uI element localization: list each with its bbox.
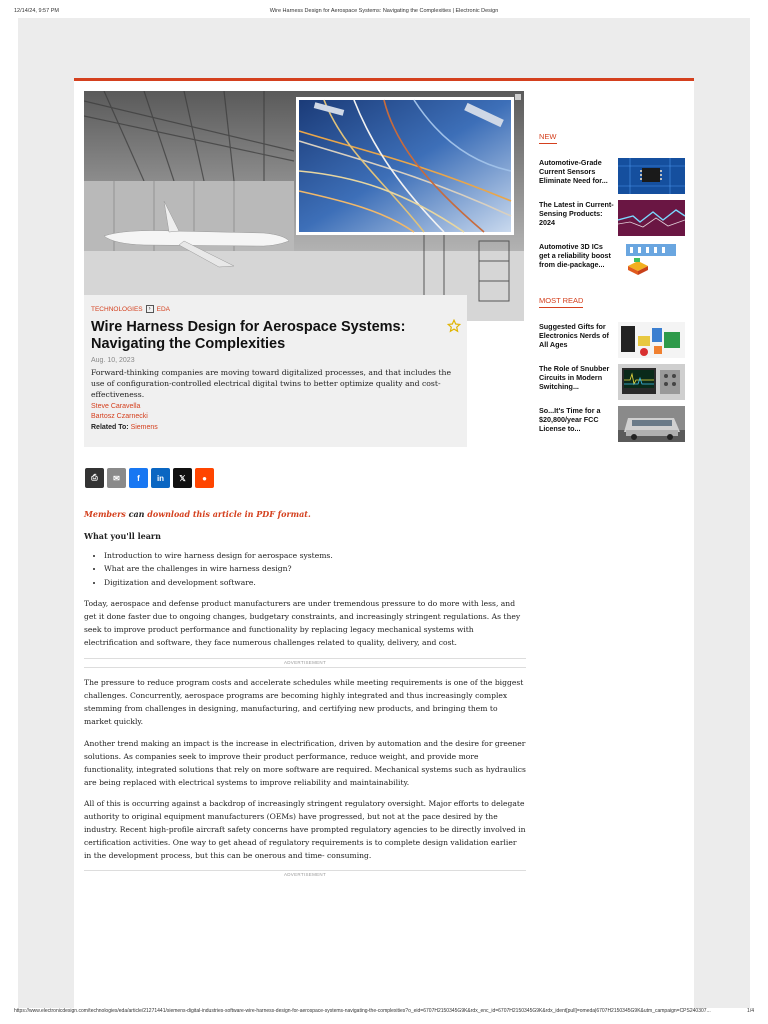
print-header (0, 0, 768, 18)
list-item: • Introduction to wire harness design for aerospace systems. (104, 549, 526, 562)
advertisement-label: ADVERTISEMENT (84, 870, 526, 878)
author-link[interactable]: Bartosz Czarnecki (91, 413, 148, 420)
list-item: • Digitization and development software. (104, 576, 526, 589)
print-url: https://www.electronicdesign.com/technologies/eda/article/21271441/siemens-digital-industries-software-wire-harness-design-for-aerospace-systems-navigating-the-complexities?o_eid=6707H2150345G9K&rdx_enc_id=6707H2150345G9K&rdx_ident[pull]=omeda|6707H2150345G9K&utm_campaign=CPS240307... (14, 1008, 711, 1014)
sidebar-article-title[interactable]: The Latest in Current-Sensing Products: 2024 (539, 200, 614, 227)
paragraph: Today, aerospace and defense product manufacturers are under tremendous pressure to do more with less, and get it done faster due to ongoing changes, budgetary constraints, and increasingly stringent regulations. As they seek to improve product performance and functionality by replacing legacy mechanical systems with electrification and software, they face numerous challenges related to quality, delivery, and cost. (84, 599, 521, 647)
sidebar-article[interactable] (539, 158, 687, 200)
lightning-thumbnail[interactable] (618, 200, 685, 236)
learn-list (84, 549, 526, 589)
linkedin-icon[interactable]: in (151, 468, 170, 488)
facebook-icon[interactable]: f (129, 468, 148, 488)
print-icon[interactable]: ⎙ (85, 468, 104, 488)
article-header-card (84, 295, 467, 447)
x-icon[interactable]: 𝕏 (173, 468, 192, 488)
sidebar-article-title[interactable]: Automotive-Grade Current Sensors Eliminate Need for... (539, 158, 608, 185)
new-section-label: NEW (539, 132, 557, 144)
sidebar-article[interactable] (539, 406, 687, 448)
paragraph: All of this is occurring against a backdrop of increasingly stringent regulatory oversight. Major efforts to delegate authority to original equipment manufacturers (OEMs) have progressed, but not at the pace desired by the industry. Recent high-profile aircraft safety concerns have prompted regulatory agencies to be directly involved in certification activities. One way to get ahead of regulatory requirements is to complete design validation earlier in the development process, but this can be onerous and time- consuming. (84, 799, 526, 860)
print-page-title: Wire Harness Design for Aerospace Systems: Navigating the Complexities | Electronic Design (269, 8, 499, 14)
print-date: 12/14/24, 9:57 PM (14, 8, 59, 14)
chevron-right-icon: › (146, 305, 154, 313)
most-read-section-label: MOST READ (539, 296, 583, 308)
share-bar (85, 468, 214, 488)
breadcrumb (91, 305, 459, 313)
3d-ic-thumbnail[interactable] (618, 242, 685, 278)
truck-thumbnail[interactable] (618, 406, 685, 442)
sidebar-article-title[interactable]: Suggested Gifts for Electronics Nerds of All Ages (539, 322, 609, 349)
star-icon[interactable] (447, 319, 461, 333)
print-page-number: 1/4 (747, 1008, 754, 1014)
gifts-thumbnail[interactable] (618, 322, 685, 358)
sidebar-article[interactable] (539, 322, 687, 364)
paragraph: The pressure to reduce program costs and accelerate schedules while meeting requirements is one of the biggest challenges. Concurrently, aerospace programs are becoming highly integrated and thus increasingly complex stemming from challenges in designing, manufacturing, and certifying new products, and bringing them to market quickly. (84, 678, 524, 726)
article-date: Aug. 10, 2023 (91, 357, 135, 364)
members-note (84, 508, 526, 521)
download-pdf-link[interactable]: download this article in PDF format. (147, 509, 311, 519)
oscilloscope-thumbnail[interactable] (618, 364, 685, 400)
chip-thumbnail[interactable] (618, 158, 685, 194)
breadcrumb-eda[interactable]: EDA (156, 305, 171, 313)
related-to (91, 424, 459, 431)
hero-image (84, 91, 524, 321)
article-summary: Forward-thinking companies are moving toward digitalized processes, and that includes the use of configuration-controlled electrical digital twins to better optimize quality and cost-effectiveness. (91, 368, 452, 399)
ad-choices-icon[interactable] (515, 94, 521, 100)
sidebar-article[interactable] (539, 242, 687, 284)
members-can: can (128, 509, 145, 519)
sidebar-article[interactable] (539, 364, 687, 406)
list-item: • What are the challenges in wire harness design? (104, 562, 526, 575)
learn-heading: What you'll learn (84, 531, 161, 541)
paragraph: Another trend making an impact is the increase in electrification, driven by automation and the desire for greener solutions. As companies seek to improve their product performance, reduce weight, and provide more functionality, integrated solutions that rely on more software are required. Mechanical systems such as hydraulics are being replaced with electrical systems to improve reliability and maintainability. (84, 739, 526, 787)
author-link[interactable]: Steve Caravella (91, 403, 141, 410)
print-footer (0, 1008, 768, 1022)
advertisement-label: ADVERTISEMENT (84, 658, 526, 668)
article-title: Wire Harness Design for Aerospace Systems: Navigating the Complexities (91, 319, 406, 352)
sidebar-article-title[interactable]: The Role of Snubber Circuits in Modern Switching... (539, 364, 610, 391)
sidebar (539, 124, 687, 448)
email-icon[interactable]: ✉ (107, 468, 126, 488)
sidebar-article[interactable] (539, 200, 687, 242)
sidebar-article-title[interactable]: So...It's Time for a $20,800/year FCC License to... (539, 406, 601, 433)
reddit-icon[interactable]: ● (195, 468, 214, 488)
members-link[interactable]: Members (84, 509, 126, 519)
related-siemens-link[interactable]: Siemens (130, 424, 158, 431)
related-label: Related To: (91, 424, 129, 431)
breadcrumb-technologies[interactable]: TECHNOLOGIES (91, 305, 143, 313)
sidebar-article-title[interactable]: Automotive 3D ICs get a reliability boost from die-package... (539, 242, 611, 269)
